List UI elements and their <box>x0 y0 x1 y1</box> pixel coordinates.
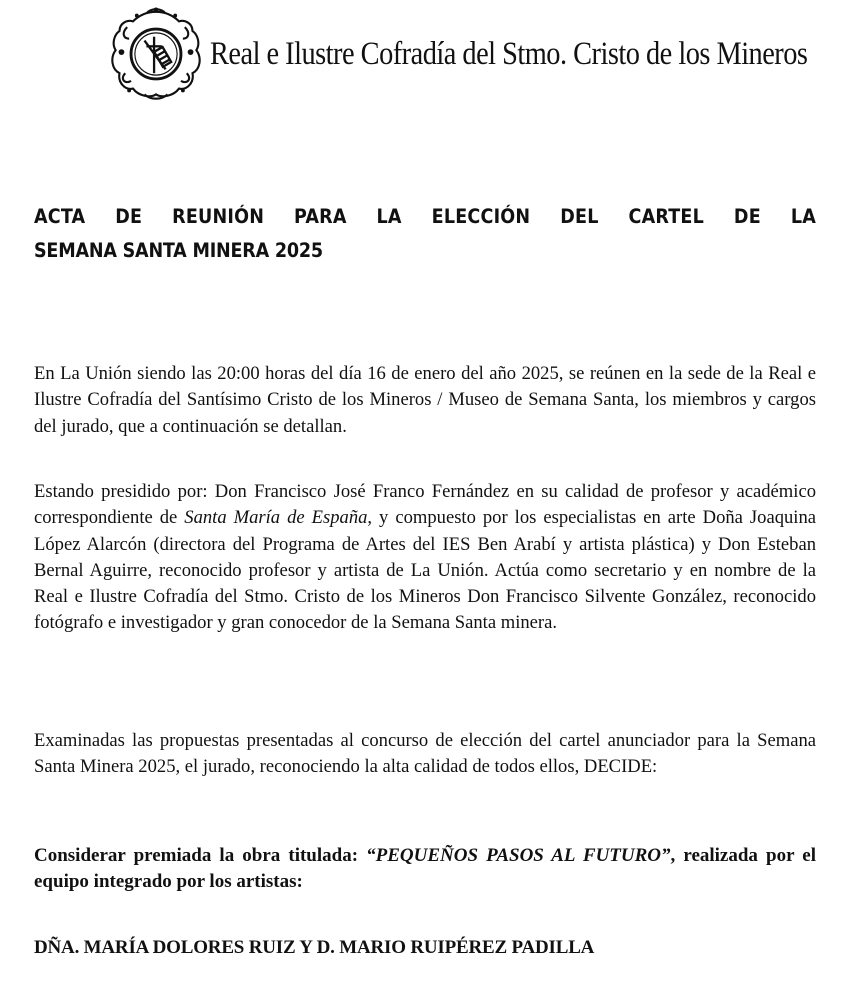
document-title <box>34 200 816 268</box>
document-title-line-2: SEMANA SANTA MINERA 2025 <box>34 239 323 262</box>
jury-text-part-1: Estando presidido por: Don Francisco José Franco Fernández en su calidad de profesor y académico correspondiente de <box>34 481 816 529</box>
decision-text-part-1: Considerar premiada la obra titulada: <box>34 845 367 866</box>
examination-paragraph: Examinadas las propuestas presentadas al concurso de elección del cartel anunciador para la Semana Santa Minera 2025, el jurado, reconociendo la alta calidad de todos ellos, DECIDE: <box>34 730 816 778</box>
decision-text-part-2: , realizada por el equipo integrado por los artistas: <box>34 845 816 893</box>
winning-artists: DÑA. MARÍA DOLORES RUIZ Y D. MARIO RUIPÉREZ PADILLA <box>34 937 595 958</box>
letterhead <box>108 6 808 106</box>
jury-text-part-2: , y compuesto por los especialistas en arte Doña Joaquina López Alarcón (directora del Programa de Artes del IES Ben Arabí y artista plástica) y Don Esteban Bernal Aguirre, reconocido profesor y artista de La Unión. Actúa como secretario y en nombre de la Real e Ilustre Cofradía del Stmo. Cristo de los Mineros Don Francisco Silvente González, reconocido fotógrafo e investigador y gran conocedor de la Semana Santa minera. <box>34 507 817 634</box>
document-title-line-1: ACTA DE REUNIÓN PARA LA ELECCIÓN DEL CARTEL DE LA <box>34 205 816 228</box>
academy-name: Santa María de España <box>184 507 368 529</box>
winning-work-title: “PEQUEÑOS PASOS AL FUTURO” <box>366 845 671 866</box>
decision-paragraph <box>34 843 816 896</box>
seal-crest-icon <box>108 6 204 102</box>
brotherhood-name: Real e Ilustre Cofradía del Stmo. Cristo de los Mineros <box>210 36 808 72</box>
opening-paragraph: En La Unión siendo las 20:00 horas del día 16 de enero del año 2025, se reúnen en la sede de la Real e Ilustre Cofradía del Santísimo Cristo de los Mineros / Museo de Semana Santa, los miembros y cargos del jurado, que a continuación se detallan. <box>34 363 816 437</box>
jury-paragraph <box>34 479 816 637</box>
